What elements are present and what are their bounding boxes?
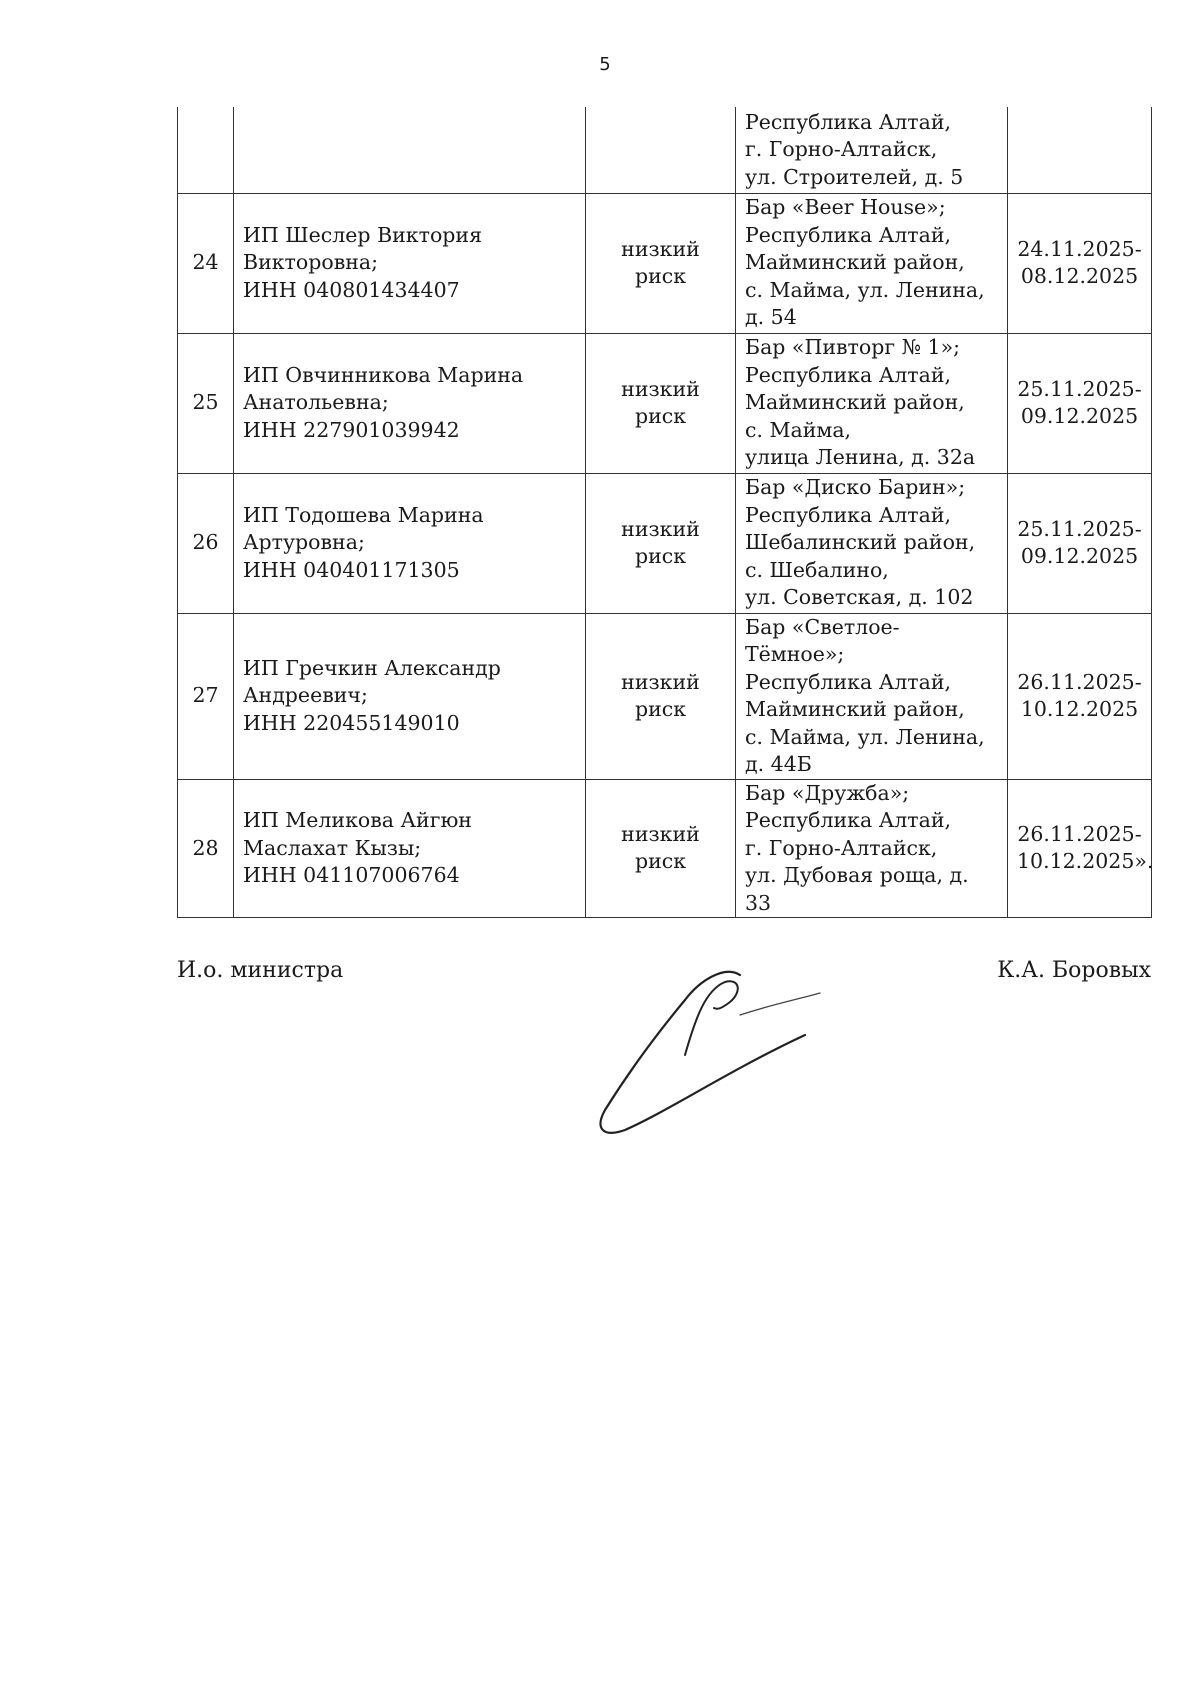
business-owner [234, 107, 586, 193]
inspection-period [1008, 107, 1152, 193]
table-row [178, 107, 1152, 193]
inspection-period: 25.11.2025- 09.12.2025 [1008, 473, 1152, 613]
table-row [178, 613, 1152, 779]
inspection-period: 25.11.2025- 09.12.2025 [1008, 333, 1152, 473]
row-number: 27 [178, 613, 234, 779]
risk-category: низкий риск [586, 333, 736, 473]
row-number: 25 [178, 333, 234, 473]
risk-category: низкий риск [586, 473, 736, 613]
business-owner: ИП Овчинникова Марина Анатольевна; ИНН 227901039942 [234, 333, 586, 473]
signatory-name: К.А. Боровых [997, 958, 1151, 983]
row-number: 26 [178, 473, 234, 613]
inspection-object: Бар «Пивторг № 1»; Республика Алтай, Майминский район, с. Майма, улица Ленина, д. 32а [736, 333, 1008, 473]
risk-category: низкий риск [586, 779, 736, 918]
risk-category: низкий риск [586, 193, 736, 333]
inspection-schedule-table [177, 107, 1152, 918]
table-row [178, 333, 1152, 473]
handwritten-signature [590, 960, 830, 1140]
row-number: 24 [178, 193, 234, 333]
business-owner: ИП Шеслер Виктория Викторовна; ИНН 040801434407 [234, 193, 586, 333]
inspection-object: Бар «Дружба»; Республика Алтай, г. Горно-Алтайск, ул. Дубовая роща, д. 33 [736, 779, 1008, 918]
signatory-position: И.о. министра [177, 958, 344, 983]
business-owner: ИП Меликова Айгюн Маслахат Кызы; ИНН 041107006764 [234, 779, 586, 918]
business-owner: ИП Тодошева Марина Артуровна; ИНН 040401171305 [234, 473, 586, 613]
risk-category [586, 107, 736, 193]
row-number: 28 [178, 779, 234, 918]
table-row [178, 779, 1152, 918]
table-row [178, 193, 1152, 333]
inspection-object: Бар «Светлое-Тёмное»; Республика Алтай, Майминский район, с. Майма, ул. Ленина, д. 44Б [736, 613, 1008, 779]
inspection-period: 26.11.2025- 10.12.2025 [1008, 613, 1152, 779]
page-number: 5 [599, 54, 611, 75]
inspection-object: Республика Алтай, г. Горно-Алтайск, ул. Строителей, д. 5 [736, 107, 1008, 193]
row-number [178, 107, 234, 193]
inspection-object: Бар «Beer House»; Республика Алтай, Майминский район, с. Майма, ул. Ленина, д. 54 [736, 193, 1008, 333]
risk-category: низкий риск [586, 613, 736, 779]
table-row [178, 473, 1152, 613]
inspection-period: 24.11.2025- 08.12.2025 [1008, 193, 1152, 333]
inspection-period: 26.11.2025- 10.12.2025». [1008, 779, 1152, 918]
business-owner: ИП Гречкин Александр Андреевич; ИНН 220455149010 [234, 613, 586, 779]
inspection-object: Бар «Диско Барин»; Республика Алтай, Шебалинский район, с. Шебалино, ул. Советская, д. 102 [736, 473, 1008, 613]
